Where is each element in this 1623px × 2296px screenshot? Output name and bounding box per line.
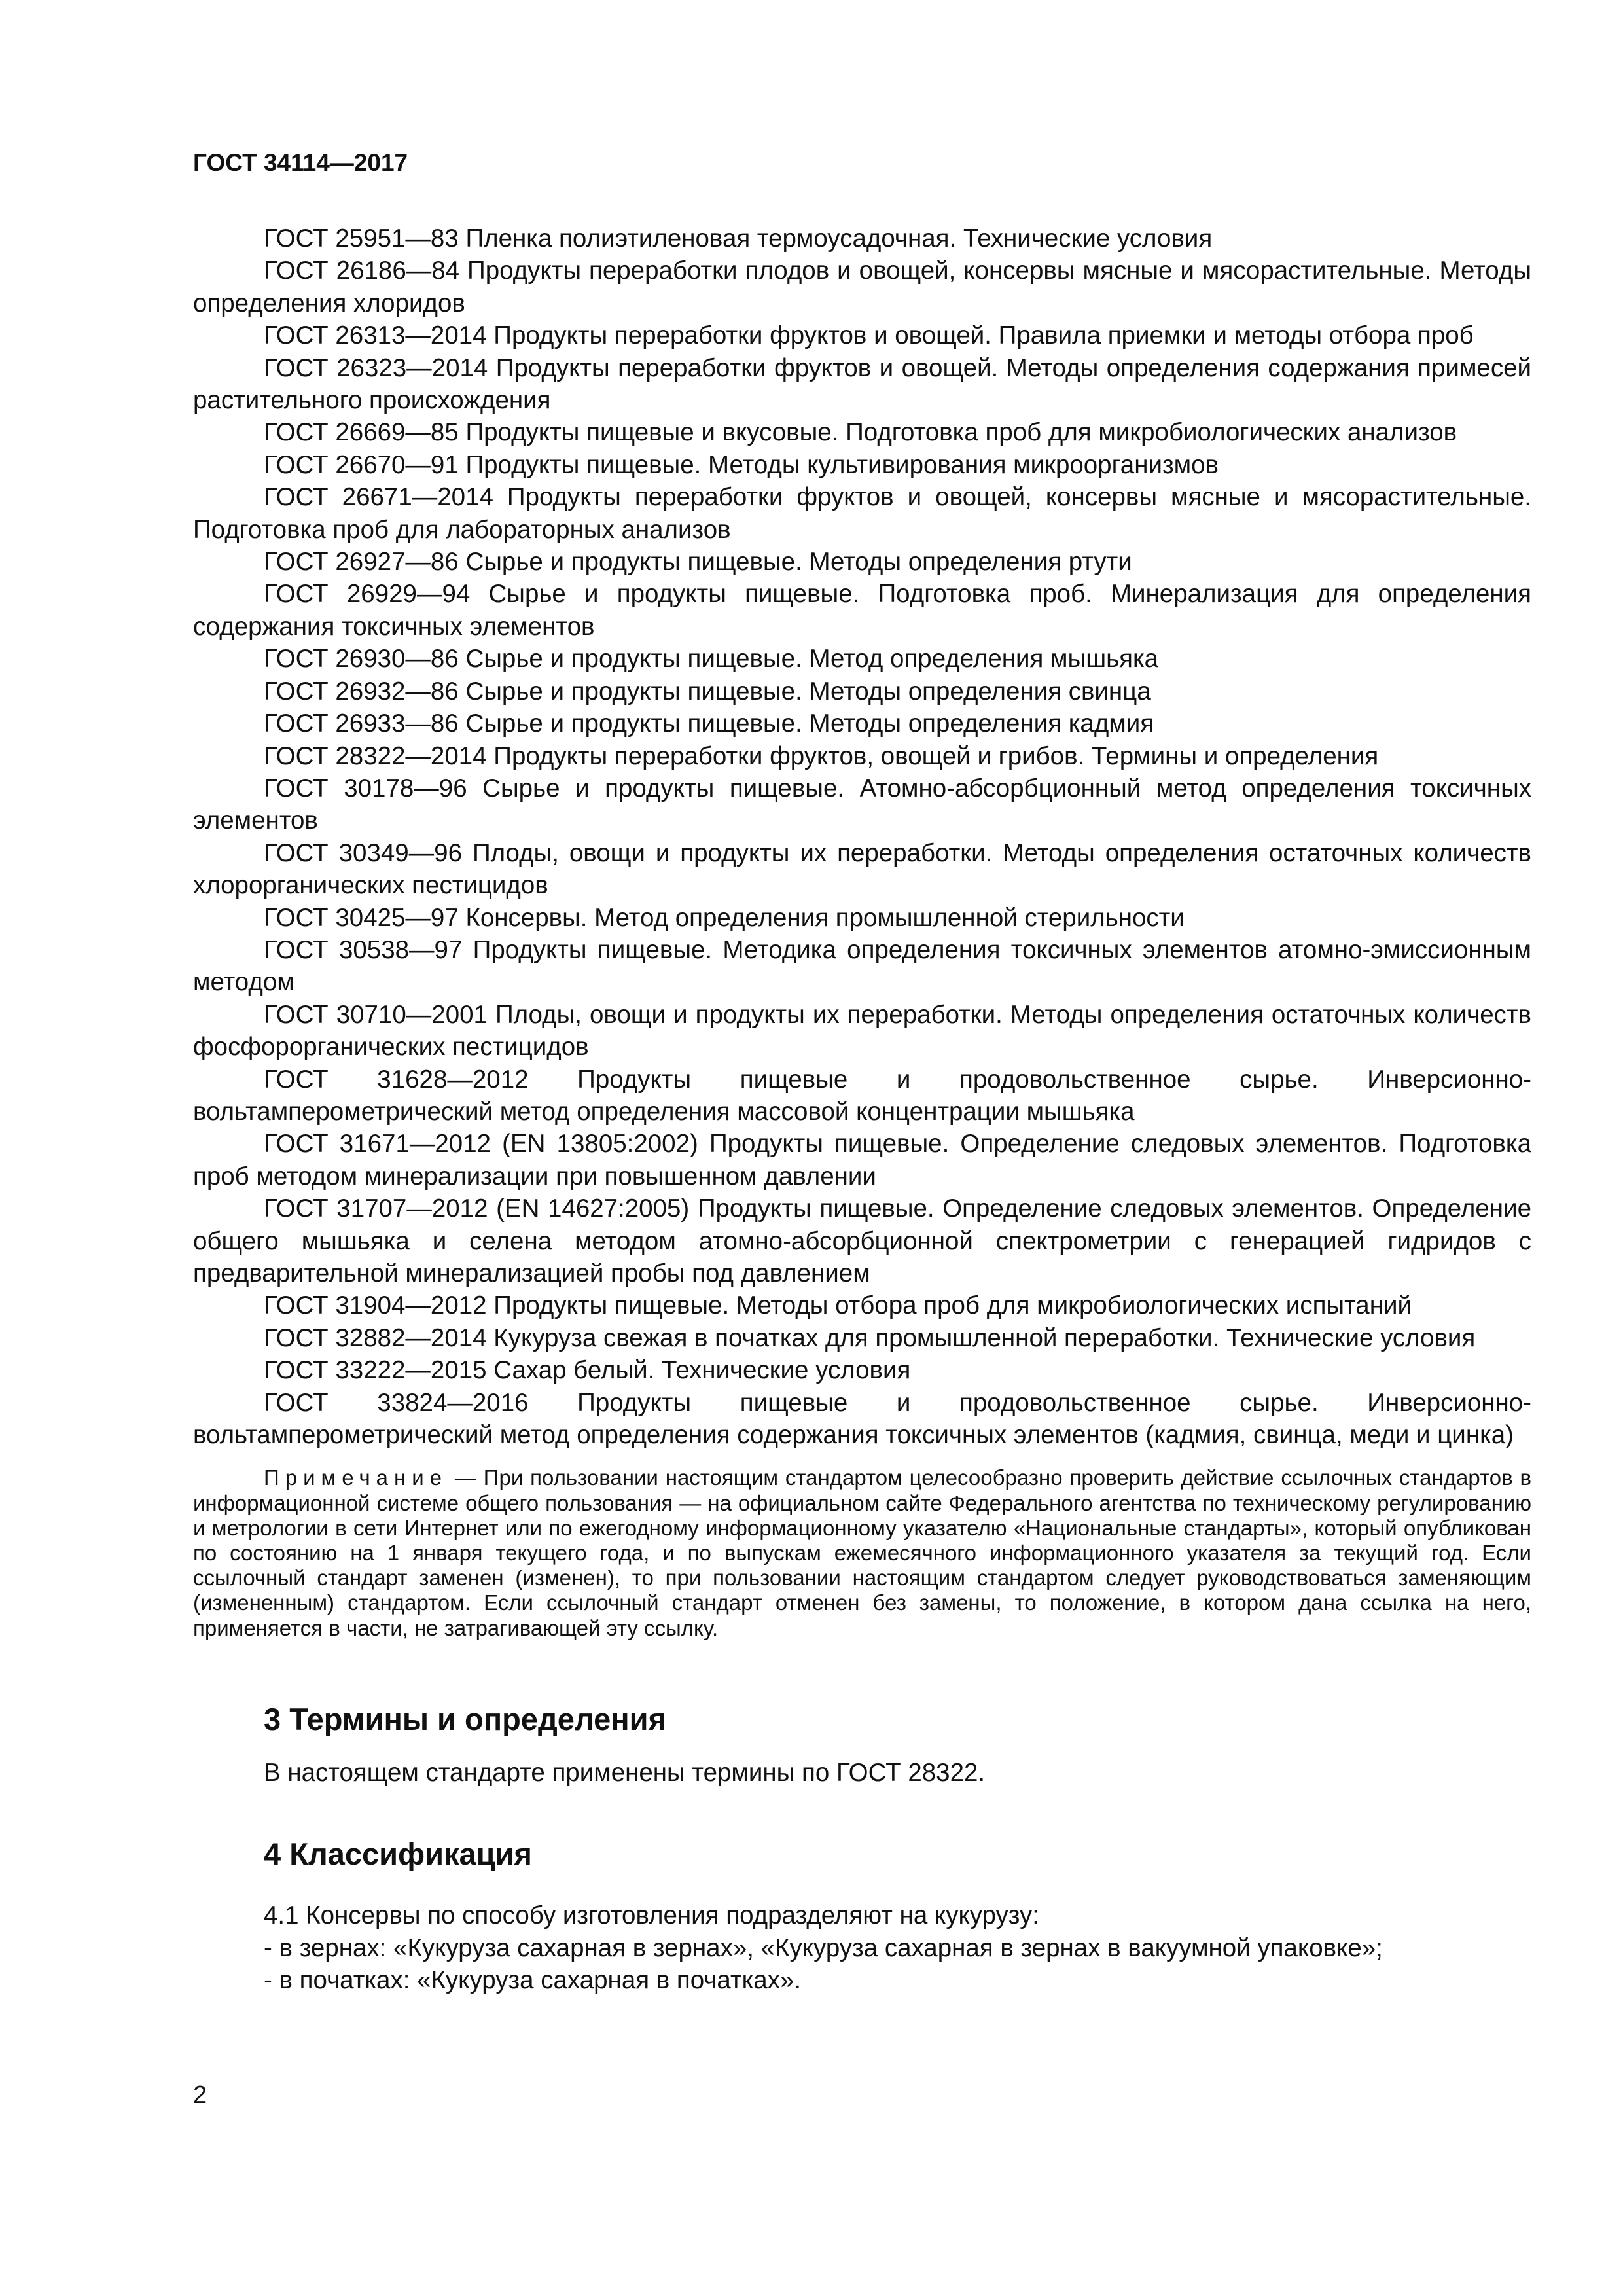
normative-references-list: [193, 223, 1531, 1451]
reference-item: ГОСТ 31904—2012 Продукты пищевые. Методы отбора проб для микробиологических испытаний: [264, 1291, 1412, 1320]
reference-item: ГОСТ 26932—86 Сырье и продукты пищевые. Методы определения свинца: [264, 677, 1151, 706]
reference-item: ГОСТ 26929—94 Сырье и продукты пищевые. Подготовка проб. Минерализация для определения содержания токсичных элементов: [193, 580, 1531, 641]
reference-item: ГОСТ 30178—96 Сырье и продукты пищевые. Атомно-абсорбционный метод определения токсичных элементов: [193, 774, 1531, 835]
reference-item: ГОСТ 26930—86 Сырье и продукты пищевые. Метод определения мышьяка: [264, 645, 1159, 673]
section-4-heading: 4 Классификация: [264, 1837, 532, 1872]
note-paragraph: [193, 1465, 1531, 1640]
section-4-list: [193, 1899, 1531, 1996]
reference-item: ГОСТ 26671—2014 Продукты переработки фруктов и овощей, консервы мясные и мясорастительные. Подготовка проб для лабораторных анализов: [193, 483, 1531, 544]
reference-item: ГОСТ 25951—83 Пленка полиэтиленовая термоусадочная. Технические условия: [264, 224, 1213, 253]
document-header: ГОСТ 34114—2017: [193, 149, 408, 176]
reference-item: ГОСТ 26323—2014 Продукты переработки фруктов и овощей. Методы определения содержания примесей растительного происхождения: [193, 353, 1531, 415]
reference-item: ГОСТ 31628—2012 Продукты пищевые и продовольственное сырье. Инверсионно-вольтамперометрический метод определения массовой концентрации мышьяка: [193, 1065, 1531, 1126]
section-3-text: В настоящем стандарте применены термины по ГОСТ 28322.: [264, 1758, 986, 1787]
reference-item: ГОСТ 31707—2012 (EN 14627:2005) Продукты пищевые. Определение следовых элементов. Определение общего мышьяка и селена методом атомно-абсорбционной спектрометрии с генерацией гидридов с предварительной минерализацией пробы под давлением: [193, 1194, 1531, 1287]
section-4-item: - в зернах: «Кукуруза сахарная в зернах», «Кукуруза сахарная в зернах в вакуумной упаковке»;: [264, 1933, 1383, 1962]
reference-item: ГОСТ 26933—86 Сырье и продукты пищевые. Методы определения кадмия: [264, 709, 1154, 738]
reference-item: ГОСТ 30710—2001 Плоды, овощи и продукты их переработки. Методы определения остаточных количеств фосфорорганических пестицидов: [193, 1000, 1531, 1062]
page-content: [193, 223, 1531, 1996]
reference-item: ГОСТ 30349—96 Плоды, овощи и продукты их переработки. Методы определения остаточных количеств хлорорганических пестицидов: [193, 838, 1531, 900]
reference-item: ГОСТ 30425—97 Консервы. Метод определения промышленной стерильности: [264, 903, 1185, 932]
note-text: — При пользовании настоящим стандартом целесообразно проверить действие ссылочных стандартов в информационной системе общего пользования — на официальном сайте Федерального агентства по техническому регулированию и метрологии в сети Интернет или по ежегодному информационному указателю «Национальные стандарты», который опубликован по состоянию на 1 января текущего года, и по выпускам ежемесячного информационного указателя за текущий год. Если ссылочный стандарт заменен (изменен), то при пользовании настоящим стандартом следует руководствоваться заменяющим (измененным) стандартом. Если ссылочный стандарт отменен без замены, то положение, в котором дана ссылка на него, применяется в части, не затрагивающей эту ссылку.: [193, 1465, 1531, 1640]
reference-item: ГОСТ 28322—2014 Продукты переработки фруктов, овощей и грибов. Термины и определения: [264, 742, 1379, 770]
reference-item: ГОСТ 26670—91 Продукты пищевые. Методы культивирования микроорганизмов: [264, 450, 1219, 479]
reference-item: ГОСТ 33222—2015 Сахар белый. Технические условия: [264, 1356, 911, 1385]
section-3-heading: 3 Термины и определения: [264, 1701, 666, 1736]
section-4-item: 4.1 Консервы по способу изготовления подразделяют на кукурузу:: [264, 1901, 1039, 1930]
reference-item: ГОСТ 33824—2016 Продукты пищевые и продовольственное сырье. Инверсионно-вольтамперометрический метод определения содержания токсичных элементов (кадмия, свинца, меди и цинка): [193, 1388, 1531, 1450]
reference-item: ГОСТ 26927—86 Сырье и продукты пищевые. Методы определения ртути: [264, 548, 1132, 577]
reference-item: ГОСТ 30538—97 Продукты пищевые. Методика определения токсичных элементов атомно-эмиссионным методом: [193, 935, 1531, 997]
note-label: Примечание: [264, 1465, 448, 1490]
reference-item: ГОСТ 26313—2014 Продукты переработки фруктов и овощей. Правила приемки и методы отбора проб: [264, 321, 1474, 350]
reference-item: ГОСТ 26186—84 Продукты переработки плодов и овощей, консервы мясные и мясорастительные. Методы определения хлоридов: [193, 257, 1531, 317]
section-4-item: - в початках: «Кукуруза сахарная в початках».: [264, 1966, 802, 1995]
page-number: 2: [193, 2081, 207, 2109]
reference-item: ГОСТ 26669—85 Продукты пищевые и вкусовые. Подготовка проб для микробиологических анализов: [264, 418, 1457, 447]
reference-item: ГОСТ 32882—2014 Кукуруза свежая в початках для промышленной переработки. Технические условия: [264, 1323, 1476, 1352]
reference-item: ГОСТ 31671—2012 (EN 13805:2002) Продукты пищевые. Определение следовых элементов. Подготовка проб методом минерализации при повышенном давлении: [193, 1130, 1531, 1191]
